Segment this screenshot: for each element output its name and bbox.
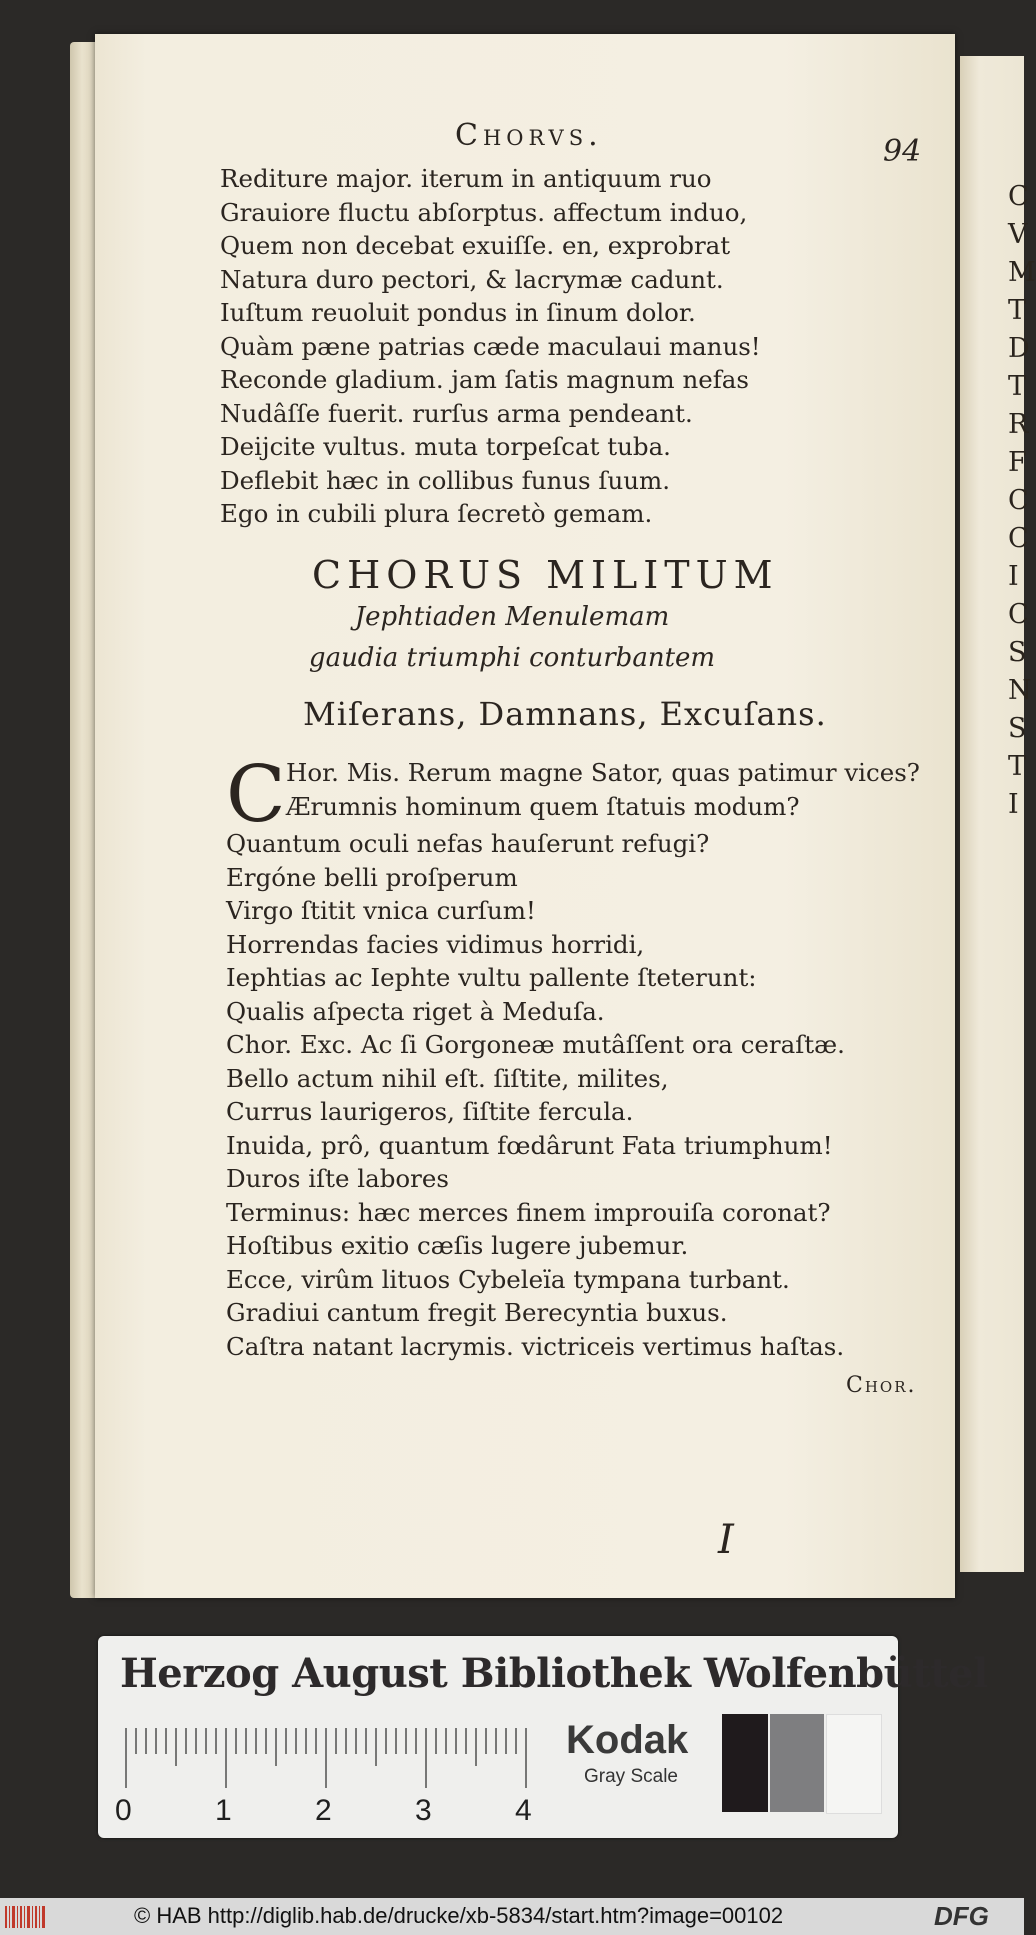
signature-mark: I <box>718 1517 734 1563</box>
ruler-label-0: 0 <box>115 1794 132 1827</box>
verse-line: Quantum oculi nefas hauſerunt refugi? <box>226 829 710 858</box>
verse-line: Quem non decebat exuiſſe. en, exprobrat <box>220 231 731 260</box>
verse-line: Ærumnis hominum quem ſtatuis modum? <box>286 791 800 821</box>
swatch-white <box>826 1714 882 1814</box>
facing-letter: R <box>1008 409 1029 440</box>
barcode-icon <box>4 1903 48 1931</box>
verse-line: Quàm pæne patrias cæde maculaui manus! <box>220 331 761 361</box>
facing-letter: T <box>1008 371 1027 402</box>
kodak-brand: Kodak <box>566 1718 689 1762</box>
facing-letter: S <box>1008 637 1027 668</box>
verse-block-main <box>226 827 845 1363</box>
verse-line: Iuſtum reuoluit pondus in ſinum dolor. <box>220 298 696 327</box>
chorus-subheading-2: gaudia triumphi conturbantem <box>308 643 716 673</box>
verse-line: Caſtra natant lacrymis. victriceis vertimus haſtas. <box>226 1331 845 1361</box>
facing-letter: T <box>1008 751 1027 782</box>
verse-line: Gradiui cantum fregit Berecyntia buxus. <box>226 1298 728 1327</box>
running-head: Chorvs. <box>455 118 603 153</box>
verse-line: Qualis aſpecta riget à Meduſa. <box>226 996 605 1026</box>
dfg-logo: DFG <box>934 1901 989 1931</box>
verse-line: Deflebit hæc in collibus funus ſuum. <box>220 465 671 495</box>
verse-line: Reconde gladium. jam ſatis magnum nefas <box>220 365 749 394</box>
color-reference-card <box>98 1636 988 1838</box>
facing-page-letters <box>1008 178 1036 824</box>
verse-line: Ergóne belli proſperum <box>226 862 518 892</box>
verse-line: Hor. Mis. Rerum magne Sator, quas patimur vices? <box>286 758 920 787</box>
facing-letter: V <box>1008 219 1028 250</box>
swatch-gray <box>770 1714 824 1812</box>
ruler-icon <box>122 1726 537 1790</box>
verse-line: Chor. Exc. Ac ſi Gorgoneæ mutâſſent ora ceraſtæ. <box>226 1030 845 1059</box>
verse-block-opening <box>286 756 920 823</box>
catchword: Chor. <box>846 1373 917 1398</box>
verse-block-top <box>220 162 761 531</box>
verse-line: Grauiore fluctu abſorptus. affectum induo, <box>220 197 748 227</box>
facing-letter: M <box>1008 257 1036 288</box>
chorus-heading: CHORUS MILITUM <box>312 553 779 597</box>
verse-line: Deijcite vultus. muta torpeſcat tuba. <box>220 432 671 461</box>
facing-letter: N <box>1008 675 1032 706</box>
verse-line: Iephtias ac Iephte vultu pallente ſteterunt: <box>226 963 757 992</box>
verse-line: Terminus: hæc merces finem improuiſa coronat? <box>226 1197 831 1227</box>
facing-letter: D <box>1008 333 1030 364</box>
facing-letter: C <box>1008 485 1029 516</box>
ruler-label-1: 1 <box>215 1794 232 1827</box>
drop-capital: C <box>226 750 286 840</box>
facing-letter: S <box>1008 713 1027 744</box>
footer-copyright-url[interactable]: © HAB http://diglib.hab.de/drucke/xb-5834/start.htm?image=00102 <box>134 1903 784 1928</box>
library-title: Herzog August Bibliothek Wolfenbüttel <box>120 1650 988 1697</box>
verse-line: Ego in cubili plura ſecretò gemam. <box>220 499 653 528</box>
facing-letter: I <box>1008 561 1019 592</box>
ruler-label-3: 3 <box>415 1794 432 1827</box>
facing-letter: F <box>1008 447 1027 478</box>
ruler-label-2: 2 <box>315 1794 332 1827</box>
verse-line: Virgo ſtitit vnica curſum! <box>226 896 536 925</box>
verse-line: Natura duro pectori, & lacrymæ cadunt. <box>220 264 724 294</box>
chorus-roles: Miſerans, Damnans, Excuſans. <box>303 695 827 733</box>
swatch-black <box>722 1714 768 1812</box>
verse-line: Ecce, virûm lituos Cybeleïa tympana turbant. <box>226 1264 790 1294</box>
facing-letter: C <box>1008 523 1029 554</box>
verse-line: Inuida, prô, quantum fœdârunt Fata triumphum! <box>226 1130 833 1160</box>
chorus-subheading-1: Jephtiaden Menulemam <box>354 602 670 632</box>
verse-line: Duros iſte labores <box>226 1164 449 1193</box>
page-number: 94 <box>883 134 922 169</box>
facing-letter: C <box>1008 181 1029 212</box>
verse-line: Horrendas facies vidimus horridi, <box>226 929 645 959</box>
verse-line: Rediture major. iterum in antiquum ruo <box>220 164 712 193</box>
facing-letter: T <box>1008 295 1027 326</box>
footer-bar <box>0 1898 1024 1935</box>
verse-line: Nudâſſe fuerit. rurſus arma pendeant. <box>220 398 693 428</box>
verse-line: Hoſtibus exitio cæſis lugere jubemur. <box>226 1231 689 1260</box>
gray-scale-label: Gray Scale <box>584 1766 678 1787</box>
ruler-label-4: 4 <box>515 1794 532 1827</box>
facing-letter: C <box>1008 599 1029 630</box>
verse-line: Currus laurigeros, ſiſtite fercula. <box>226 1097 634 1126</box>
facing-letter: I <box>1008 789 1019 820</box>
verse-line: Bello actum nihil eſt. ſiſtite, milites, <box>226 1063 669 1093</box>
